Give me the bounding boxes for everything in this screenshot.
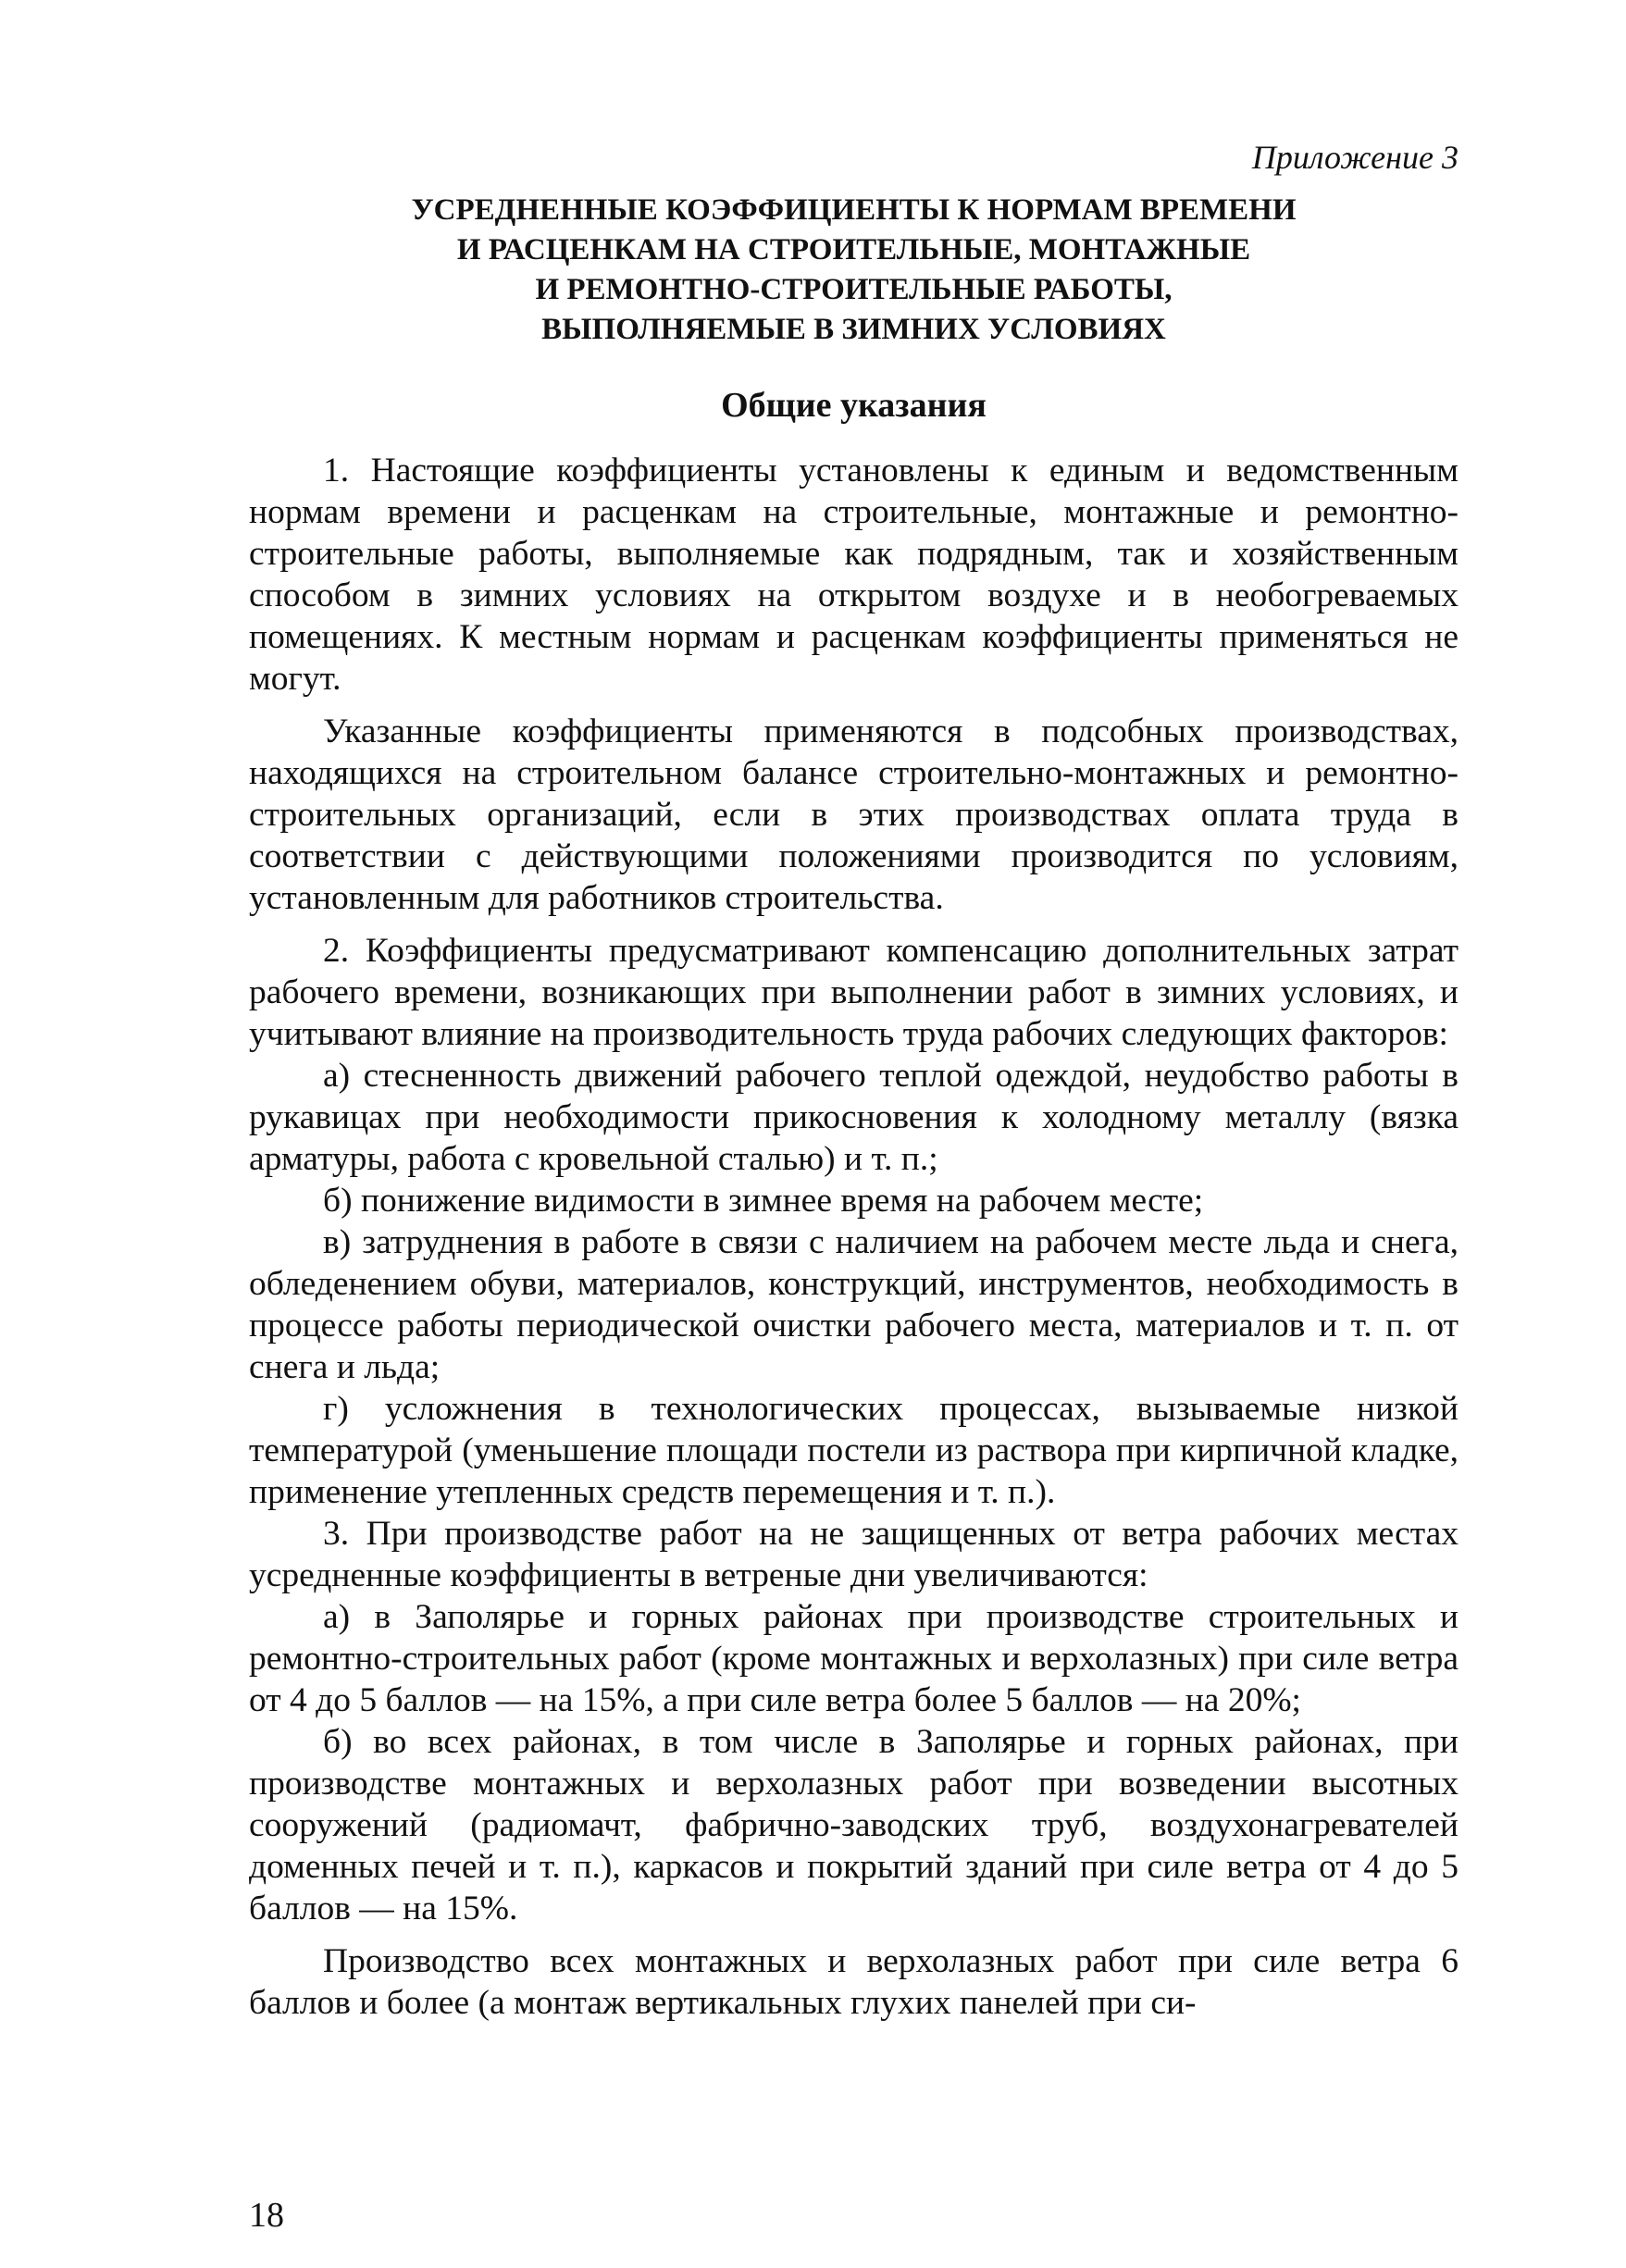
title-line: И РАСЦЕНКАМ НА СТРОИТЕЛЬНЫЕ, МОНТАЖНЫЕ (456, 233, 1251, 266)
list-item-b: б) понижение видимости в зимнее время на рабочем месте; (323, 1182, 1204, 1220)
document-page (249, 139, 1458, 2235)
paragraph-3: 2. Коэффициенты предусматривают компенсацию дополнительных затрат рабочего времени, возникающих при выполнении работ в зимних условиях, и учитывают влияние на производительность труда рабочих следующих факторов: (249, 932, 1458, 1053)
title-line: ВЫПОЛНЯЕМЫЕ В ЗИМНИХ УСЛОВИЯХ (541, 313, 1166, 346)
paragraph-5: Производство всех монтажных и верхолазных работ при силе ветра 6 баллов и более (а монтаж вертикальных глухих панелей при си- (249, 1942, 1458, 2022)
document-title (249, 191, 1458, 350)
list-item-b-wind: б) во всех районах, в том числе в Заполярье и горных районах, при производстве монтажных и верхолазных работ при возведении высотных сооружений (радиомачт, фабрично-заводских труб, воздухонагревателей доменных печей и т. п.), каркасов и покрытий зданий при силе ветра от 4 до 5 баллов — на 15%. (249, 1723, 1458, 1927)
paragraph-1: 1. Настоящие коэффициенты установлены к единым и ведомственным нормам времени и расценкам на строительные, монтажные и ремонтно-строительные работы, выполняемые как подрядным, так и хозяйственным способом в зимних условиях на открытом воздухе и в необогреваемых помещениях. К местным нормам и расценкам коэффициенты применяться не могут. (249, 452, 1458, 698)
list-item-a: а) стесненность движений рабочего теплой одеждой, неудобство работы в рукавицах при необходимости прикосновения к холодному металлу (вязка арматуры, работа с кровельной сталью) и т. п.; (249, 1057, 1458, 1178)
paragraph-4: 3. При производстве работ на не защищенных от ветра рабочих местах усредненные коэффициенты в ветреные дни увеличиваются: (249, 1515, 1458, 1594)
list-item-v: в) затруднения в работе в связи с наличием на рабочем месте льда и снега, обледенением обуви, материалов, конструкций, инструментов, необходимость в процессе работы периодической очистки рабочего места, материалов и т. п. от снега и льда; (249, 1223, 1458, 1386)
appendix-label: Приложение 3 (1251, 139, 1458, 176)
list-item-g: г) усложнения в технологических процессах, вызываемые низкой температурой (уменьшение площади постели из раствора при кирпичной кладке, применение утепленных средств перемещения и т. п.). (249, 1390, 1458, 1511)
page-number: 18 (249, 2196, 284, 2235)
title-line: И РЕМОНТНО-СТРОИТЕЛЬНЫЕ РАБОТЫ, (535, 273, 1173, 306)
list-item-a-wind: а) в Заполярье и горных районах при производстве строительных и ремонтно-строительных работ (кроме монтажных и верхолазных) при силе ветра от 4 до 5 баллов — на 15%, а при силе ветра более 5 баллов — на 20%; (249, 1598, 1458, 1719)
section-heading: Общие указания (721, 386, 987, 425)
paragraph-2: Указанные коэффициенты применяются в подсобных производствах, находящихся на строительном балансе строительно-монтажных и ремонтно-строительных организаций, если в этих производствах оплата труда в соответствии с действующими положениями производится по условиям, установленным для работников строительства. (249, 713, 1458, 917)
title-line: УСРЕДНЕННЫЕ КОЭФФИЦИЕНТЫ К НОРМАМ ВРЕМЕНИ (411, 193, 1297, 227)
